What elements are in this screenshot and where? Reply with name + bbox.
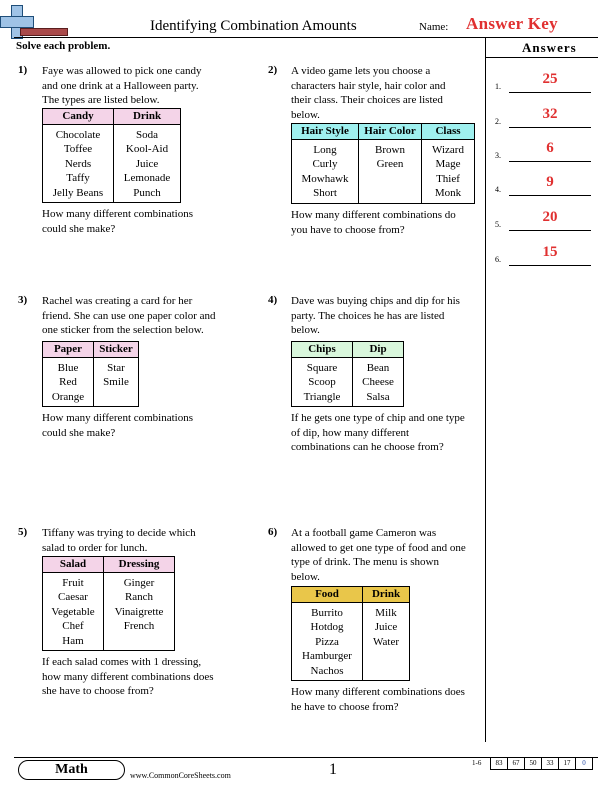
option-column <box>114 125 181 203</box>
problem-text-line: one sticker from the selection below. <box>42 324 204 336</box>
option-column <box>353 358 404 407</box>
column-header: Chips <box>292 342 353 358</box>
answer-line <box>509 230 591 231</box>
column-header: Food <box>292 587 363 603</box>
column-header: Salad <box>43 557 104 573</box>
option-item: Mage <box>435 158 461 171</box>
option-item: Salsa <box>366 390 390 403</box>
problem-number: 6) <box>268 526 278 538</box>
option-item: Star <box>107 362 125 374</box>
option-column <box>43 358 94 407</box>
option-item: Pizza <box>315 635 339 648</box>
options-table <box>42 108 181 203</box>
answers-heading: Answers <box>522 40 577 55</box>
option-column <box>292 603 363 681</box>
answer-line <box>509 92 591 93</box>
option-item: Water <box>373 635 399 648</box>
option-item: Juice <box>135 157 159 170</box>
option-item: Mowhawk <box>301 172 349 185</box>
answer-line <box>509 127 591 128</box>
option-column <box>43 573 104 651</box>
problem-question-line: If he gets one type of chip and one type <box>291 412 465 424</box>
option-item: Cheese <box>362 376 394 389</box>
score-cell: 67 <box>507 757 525 770</box>
option-item: Juice <box>374 621 398 634</box>
problem-text-line: A video game lets you choose a <box>291 65 431 77</box>
score-cell: 17 <box>558 757 576 770</box>
option-item: Lemonade <box>123 172 171 185</box>
option-item: French <box>123 620 155 633</box>
option-item: Milk <box>375 607 397 619</box>
problem-question-line: How many different combinations does <box>291 686 465 698</box>
answer-line <box>509 161 591 162</box>
option-column <box>292 140 359 204</box>
option-item: Red <box>59 376 77 389</box>
option-item: Chocolate <box>55 129 101 141</box>
option-item: Brown <box>375 144 405 156</box>
option-item: Triangle <box>303 390 341 403</box>
option-item: Caesar <box>58 591 88 604</box>
problem-number: 5) <box>18 526 28 538</box>
problem-text-line: friend. She can use one paper color and <box>42 309 216 322</box>
option-item: Hamburger <box>302 650 352 663</box>
column-header: Drink <box>114 109 181 125</box>
option-item: Kool-Aid <box>125 143 169 156</box>
option-item: Monk <box>434 187 462 200</box>
problem-text-line: The types are listed below. <box>42 94 160 106</box>
problem-question-line: he have to choose from? <box>291 700 399 713</box>
option-column <box>363 603 410 681</box>
column-header: Hair Style <box>292 124 359 140</box>
option-item: Ham <box>62 634 84 647</box>
option-item: Blue <box>57 362 79 374</box>
option-item: Nerds <box>64 157 92 170</box>
answer-number: 1. <box>495 82 501 91</box>
answer-number: 5. <box>495 220 501 229</box>
option-item: Scoop <box>308 376 336 389</box>
option-item: Bean <box>366 362 390 374</box>
answer-value: 25 <box>542 71 558 87</box>
option-item: Green <box>376 158 404 171</box>
website-link[interactable]: www.CommonCoreSheets.com <box>130 771 231 780</box>
answer-value: 15 <box>542 244 558 260</box>
option-item: Long <box>313 144 337 156</box>
column-header: Paper <box>43 342 94 358</box>
column-header: Sticker <box>94 342 139 358</box>
problem-number: 4) <box>268 294 278 306</box>
page-number: 1 <box>329 761 337 778</box>
options-table <box>291 341 404 407</box>
subject-badge: Math <box>18 760 125 780</box>
problem-number: 1) <box>18 64 28 76</box>
logo-plus-icon-bar <box>0 16 34 28</box>
name-label: Name: <box>419 21 449 33</box>
instructions: Solve each problem. <box>16 40 111 52</box>
logo-book-icon <box>20 28 68 36</box>
option-item: Orange <box>51 390 85 403</box>
score-cell: 0 <box>575 757 593 770</box>
option-item: Burrito <box>311 607 343 619</box>
score-table <box>491 757 593 770</box>
problem-question-line: of dip, how many different <box>291 426 410 439</box>
problem-text-line: characters hair style, hair color and <box>291 79 446 92</box>
column-header: Hair Color <box>359 124 422 140</box>
problem-question-line: could she make? <box>42 222 116 235</box>
column-header: Class <box>422 124 475 140</box>
problem-text-line: Rachel was creating a card for her <box>42 295 193 307</box>
option-item: Jelly Beans <box>52 186 104 199</box>
option-column <box>94 358 139 407</box>
option-item: Ranch <box>124 591 154 604</box>
option-item: Short <box>313 187 337 200</box>
option-item: Square <box>306 362 338 374</box>
answer-line <box>509 195 591 196</box>
problem-text-line: below. <box>291 324 320 336</box>
option-item: Thief <box>436 172 460 185</box>
option-column <box>359 140 422 204</box>
answer-number: 4. <box>495 185 501 194</box>
answer-value: 9 <box>546 174 554 190</box>
problem-question-line: If each salad comes with 1 dressing, <box>42 656 202 668</box>
option-item: Hotdog <box>310 621 344 634</box>
column-header: Dressing <box>104 557 175 573</box>
problem-question-line: she have to choose from? <box>42 685 154 697</box>
column-header: Candy <box>43 109 114 125</box>
options-table <box>42 341 139 407</box>
score-cell: 83 <box>490 757 508 770</box>
option-column <box>104 573 175 651</box>
option-item: Chef <box>62 620 84 633</box>
answer-number: 6. <box>495 255 501 264</box>
option-item: Vegetable <box>51 605 95 618</box>
problem-text-line: their class. Their choices are listed <box>291 94 443 106</box>
answer-value: 20 <box>542 209 558 225</box>
score-cell: 50 <box>524 757 542 770</box>
options-table <box>291 123 475 204</box>
option-item: Curly <box>312 158 338 171</box>
problem-text-line: At a football game Cameron was <box>291 527 437 539</box>
options-table <box>42 556 175 651</box>
problem-question-line: How many different combinations <box>42 412 194 424</box>
problem-text-line: below. <box>291 570 320 583</box>
option-column <box>292 358 353 407</box>
option-column <box>43 125 114 203</box>
problem-text-line: salad to order for lunch. <box>42 541 148 554</box>
problem-text-line: Faye was allowed to pick one candy <box>42 65 202 77</box>
answer-number: 2. <box>495 117 501 126</box>
problem-text-line: and one drink at a Halloween party. <box>42 79 199 92</box>
option-column <box>422 140 475 204</box>
problem-number: 2) <box>268 64 278 76</box>
problem-text-line: Tiffany was trying to decide which <box>42 527 196 539</box>
worksheet-title: Identifying Combination Amounts <box>150 18 357 34</box>
score-cell: 33 <box>541 757 559 770</box>
problem-question-line: combinations can he choose from? <box>291 441 444 453</box>
option-item: Taffy <box>66 172 90 185</box>
option-item: Fruit <box>62 577 84 589</box>
problem-number: 3) <box>18 294 28 306</box>
options-table <box>291 586 410 681</box>
problem-text-line: type of drink. The menu is shown <box>291 556 439 568</box>
answer-value: 6 <box>546 140 554 156</box>
answer-key-label: Answer Key <box>466 14 558 33</box>
problem-question-line: could she make? <box>42 426 116 439</box>
option-item: Nachos <box>310 664 344 677</box>
column-header: Dip <box>353 342 404 358</box>
answer-number: 3. <box>495 151 501 160</box>
column-header: Drink <box>363 587 410 603</box>
answer-line <box>509 265 591 266</box>
option-item: Punch <box>133 186 161 199</box>
option-item: Wizard <box>432 144 464 156</box>
problem-question-line: How many different combinations do <box>291 209 456 221</box>
problem-question-line: How many different combinations <box>42 208 194 220</box>
option-item: Soda <box>136 129 158 141</box>
problem-text-line: Dave was buying chips and dip for his <box>291 295 460 307</box>
problem-question-line: how many different combinations does <box>42 670 214 683</box>
problem-question-line: you have to choose from? <box>291 223 405 236</box>
option-item: Smile <box>103 376 129 389</box>
option-item: Toffee <box>63 143 93 156</box>
answers-heading-divider <box>485 57 598 58</box>
answer-value: 32 <box>542 106 558 122</box>
problem-text-line: allowed to get one type of food and one <box>291 541 466 554</box>
problem-text-line: party. The choices he has are listed <box>291 309 445 322</box>
problem-text-line: below. <box>291 108 320 121</box>
option-item: Ginger <box>123 577 155 589</box>
option-item: Vinaigrette <box>114 605 164 618</box>
score-range-label: 1-6 <box>472 759 482 767</box>
